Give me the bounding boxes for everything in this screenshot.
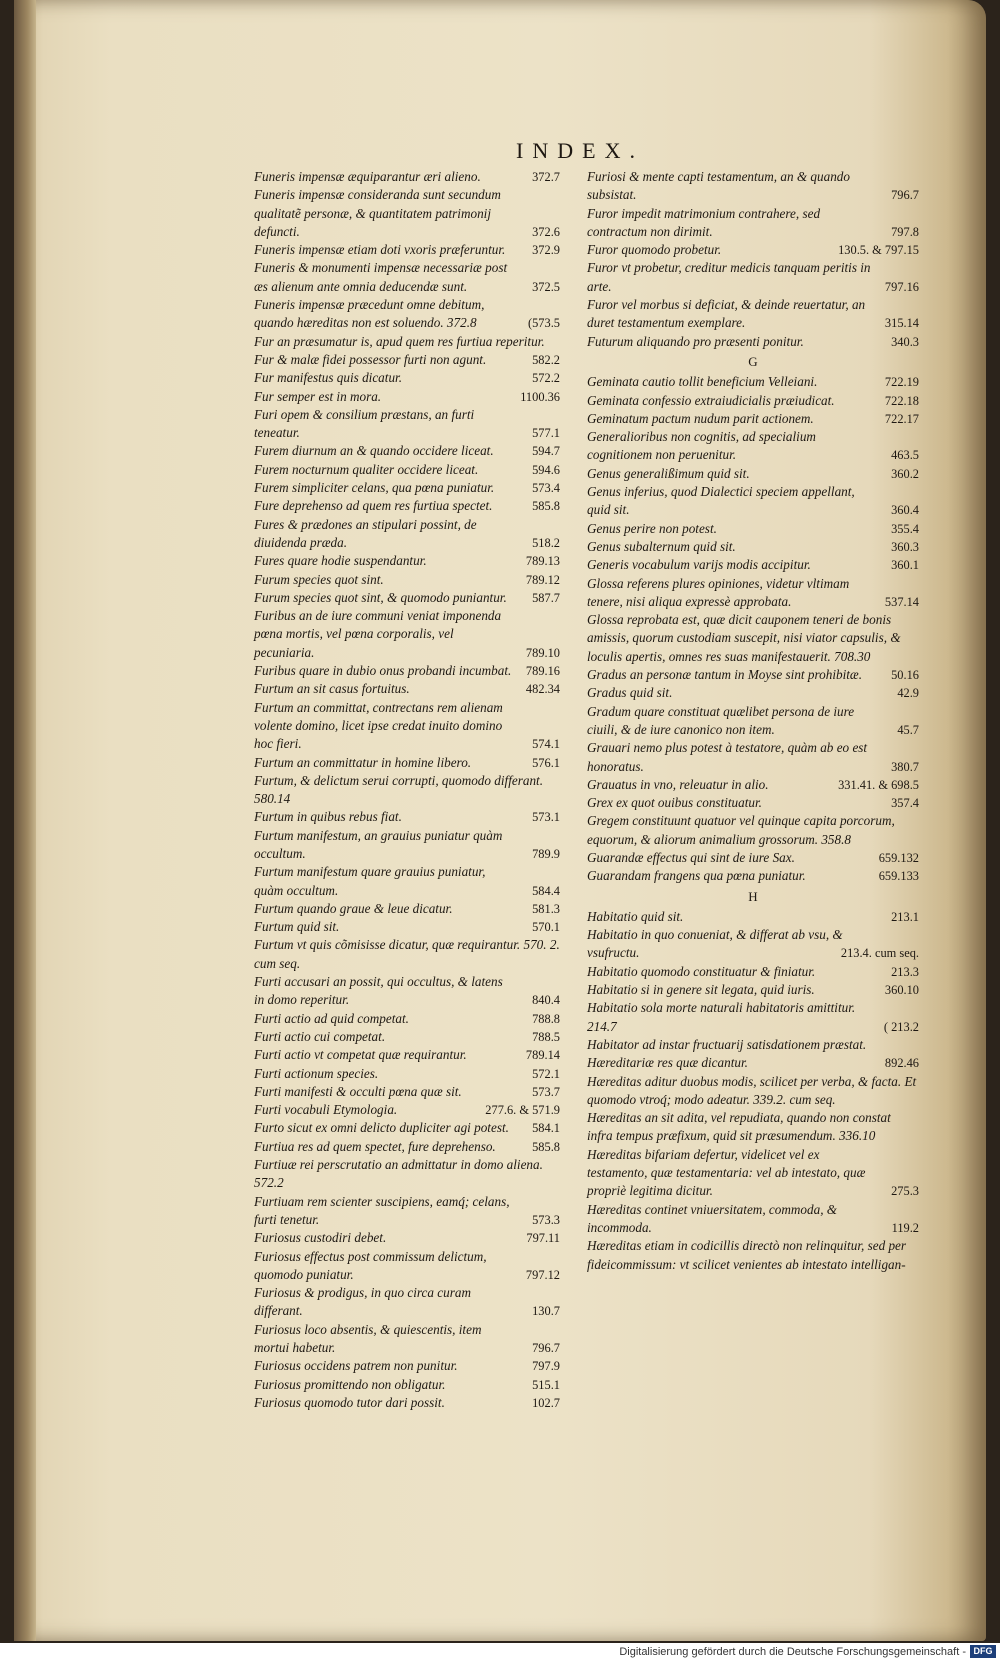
entry-page-ref: 119.2 — [891, 1220, 919, 1235]
index-entry — [254, 388, 560, 406]
index-entry — [254, 1193, 560, 1230]
index-entry — [587, 703, 919, 740]
entry-text: Grauari nemo plus potest à testatore, quàm ab eo est honoratus. — [587, 740, 868, 774]
index-entry — [254, 168, 560, 186]
entry-page-ref: 789.9 — [532, 846, 560, 861]
index-entry — [254, 552, 560, 570]
index-entry — [587, 241, 919, 259]
entry-text: Genus inferius, quod Dialectici speciem appellant, quid sit. — [587, 484, 855, 518]
section-letter: G — [748, 353, 758, 369]
entry-page-ref: 797.11 — [526, 1231, 560, 1246]
entry-page-ref: 573.4 — [532, 481, 560, 496]
entry-page-ref: 584.4 — [532, 883, 560, 898]
index-entry — [587, 684, 919, 702]
index-entry — [587, 483, 919, 520]
entry-page-ref: 537.14 — [884, 594, 919, 609]
footer-credit: Digitalisierung gefördert durch die Deutsche Forschungsgemeinschaft - — [0, 1643, 1000, 1661]
index-entry — [587, 867, 919, 885]
index-entry — [587, 666, 919, 684]
index-entry — [254, 259, 560, 296]
entry-page-ref: 213.3 — [891, 964, 919, 979]
index-entry — [587, 333, 919, 351]
index-entry — [587, 465, 919, 483]
entry-page-ref: 797.9 — [532, 1359, 560, 1374]
entry-page-ref: 213.4. cum seq. — [840, 946, 919, 961]
entry-page-ref: 570.1 — [532, 920, 560, 935]
entry-page-ref: ( 213.2 — [883, 1019, 919, 1034]
entry-page-ref: 789.13 — [525, 554, 560, 569]
index-entry — [587, 794, 919, 812]
index-entry — [254, 1065, 560, 1083]
entry-text: Furti accusari an possit, qui occultus, & latens in domo reperitur. — [254, 974, 503, 1008]
entry-page-ref: 372.7 — [532, 170, 560, 184]
entry-text: Furtum quando graue & leue dicatur. — [254, 900, 453, 916]
index-entry — [254, 516, 560, 553]
entry-page-ref: 277.6. & 571.9 — [485, 1103, 560, 1118]
entry-page-ref: 1100.36 — [520, 389, 560, 404]
entry-text: Furti actionum species. — [254, 1065, 379, 1081]
entry-page-ref: 360.4 — [891, 503, 919, 518]
entry-page-ref: 315.14 — [884, 316, 919, 331]
index-entry — [587, 1201, 919, 1238]
section-letter: H — [748, 888, 758, 904]
entry-text: Funeris impensæ æquiparantur æri alieno. — [254, 169, 481, 184]
entry-page-ref: 331.41. & 698.5 — [838, 777, 919, 792]
index-entry — [254, 479, 560, 497]
entry-page-ref: 573.7 — [532, 1084, 560, 1099]
entry-text: Furtum, & delictum serui corrupti, quomodo differant. 580.14 — [254, 772, 544, 807]
entry-text: Grex ex quot ouibus constituatur. — [587, 795, 762, 811]
entry-text: Furtum quid sit. — [254, 919, 340, 935]
entry-text: Grauatus in vno, releuatur in alio. — [587, 776, 769, 792]
index-entry — [587, 776, 919, 794]
index-entry — [254, 1083, 560, 1101]
entry-page-ref: 360.3 — [891, 539, 919, 554]
index-entry — [254, 186, 560, 241]
index-entry — [254, 497, 560, 515]
index-entry — [254, 1229, 560, 1247]
entry-page-ref: 576.1 — [532, 755, 560, 770]
entry-page-ref: 789.14 — [525, 1048, 560, 1063]
entry-page-ref: 50.16 — [891, 668, 919, 683]
entry-text: Funeris & monumenti impensæ necessariæ post æs alienum ante omnia deducendæ sunt. — [254, 260, 508, 294]
entry-page-ref: 380.7 — [891, 759, 919, 774]
index-entry — [254, 1046, 560, 1064]
entry-page-ref: 789.10 — [525, 645, 560, 660]
entry-text: Furiosus quomodo tutor dari possit. — [254, 1394, 445, 1410]
dfg-logo: DFG — [970, 1645, 996, 1658]
entry-text: Furti actio ad quid competat. — [254, 1010, 409, 1026]
entry-text: Furtiuam rem scienter suscipiens, eamq́; celans, furti tenetur. — [254, 1193, 510, 1227]
entry-text: Furti manifesti & occulti pœna quæ sit. — [254, 1083, 462, 1099]
entry-page-ref: 357.4 — [891, 796, 919, 811]
entry-page-ref: 797.12 — [525, 1267, 560, 1282]
entry-page-ref: 789.12 — [525, 572, 560, 587]
entry-text: Genus perire non potest. — [587, 520, 717, 536]
entry-page-ref: 577.1 — [532, 426, 560, 441]
index-entry — [587, 908, 919, 926]
entry-text: Furiosus promittendo non obligatur. — [254, 1376, 446, 1392]
entry-page-ref: 130.7 — [532, 1304, 560, 1319]
entry-page-ref: 722.19 — [884, 375, 919, 390]
index-entry — [254, 1284, 560, 1321]
entry-page-ref: (573.5 — [527, 316, 560, 331]
index-entry — [587, 963, 919, 981]
index-entry — [587, 611, 919, 666]
entry-page-ref: 355.4 — [891, 521, 919, 536]
entry-page-ref: 582.2 — [532, 352, 560, 367]
index-entry — [254, 918, 560, 936]
entry-page-ref: 722.17 — [884, 411, 919, 426]
entry-text: Furiosus & prodigus, in quo circa curam differant. — [254, 1285, 471, 1319]
entry-text: Funeris impensæ consideranda sunt secundum qualitatẽ personæ, & quantitatem patrimonij defuncti. — [254, 187, 501, 239]
entry-page-ref: 573.1 — [532, 810, 560, 825]
index-entry — [254, 936, 560, 973]
entry-text: Habitator ad instar fructuarij satisdationem præstat. — [587, 1036, 867, 1052]
entry-text: Fur an præsumatur is, apud quem res furtiua reperitur. — [254, 333, 545, 349]
entry-text: Geminatum pactum nudum parit actionem. — [587, 410, 814, 426]
index-entry — [587, 981, 919, 999]
entry-text: Generalioribus non cognitis, ad specialium cognitionem non peruenitur. — [587, 429, 816, 463]
entry-text: Habitatio in quo conueniat, & differat ab vsu, & vsufructu. — [587, 927, 843, 961]
entry-text: Genus generalißimum quid sit. — [587, 465, 750, 481]
entry-page-ref: 340.3 — [891, 334, 919, 349]
entry-page-ref: 797.16 — [884, 279, 919, 294]
entry-text: Furtum in quibus rebus fiat. — [254, 809, 402, 825]
entry-page-ref: 360.1 — [891, 558, 919, 573]
entry-text: Furibus an de iure communi veniat imponenda pœna mortis, vel pœna corporalis, vel pecuniaria. — [254, 608, 502, 660]
entry-page-ref: 275.3 — [891, 1184, 919, 1199]
entry-text: Futurum aliquando pro præsenti ponitur. — [587, 333, 804, 349]
entry-text: Furor vel morbus si deficiat, & deinde reuertatur, an duret testamentum exemplare. — [587, 297, 866, 331]
entry-text: Furor vt probetur, creditur medicis tanquam peritis in arte. — [587, 260, 871, 294]
index-entry — [587, 373, 919, 391]
index-entry — [587, 428, 919, 465]
index-entry — [587, 1237, 919, 1274]
index-entry — [587, 739, 919, 776]
index-entry — [587, 410, 919, 428]
entry-text: Habitatio quid sit. — [587, 908, 684, 924]
entry-page-ref: 45.7 — [897, 722, 919, 737]
entry-text: Furiosus effectus post commissum delictum, quomodo puniatur. — [254, 1248, 487, 1282]
entry-text: Furor impedit matrimonium contrahere, sed contractum non dirimit. — [587, 205, 821, 239]
entry-text: Furor quomodo probetur. — [587, 242, 722, 258]
index-entry — [587, 1054, 919, 1072]
index-entry — [587, 575, 919, 612]
entry-page-ref: 892.46 — [884, 1056, 919, 1071]
index-entry — [587, 168, 919, 205]
entry-page-ref: 581.3 — [532, 901, 560, 916]
index-entry — [587, 520, 919, 538]
entry-page-ref: 840.4 — [532, 993, 560, 1008]
index-entry — [587, 259, 919, 296]
entry-text: Furtum an sit casus fortuitus. — [254, 681, 410, 697]
entry-text: Furtiua res ad quem spectet, fure deprehenso. — [254, 1138, 496, 1154]
entry-text: Furtum manifestum, an grauius puniatur quàm occultum. — [254, 827, 503, 861]
index-entry — [587, 926, 919, 963]
index-entry — [254, 662, 560, 680]
index-entry — [254, 699, 560, 754]
entry-text: Hæreditas bifariam defertur, videlicet vel ex testamento, quæ testamentaria: vel ab intestato, quæ propriè legitima dicitur. — [587, 1146, 866, 1199]
entry-page-ref: 572.2 — [532, 371, 560, 386]
index-entry — [587, 812, 919, 849]
entry-page-ref: 372.6 — [532, 224, 560, 239]
entry-page-ref: 572.1 — [532, 1066, 560, 1081]
entry-page-ref: 659.132 — [878, 850, 919, 865]
entry-page-ref: 789.16 — [525, 664, 560, 679]
index-entry — [254, 461, 560, 479]
index-entry — [254, 406, 560, 443]
entry-page-ref: 585.8 — [532, 499, 560, 514]
entry-text: Furiosi & mente capti testamentum, an & quando subsistat. — [587, 169, 850, 203]
index-entry — [587, 1109, 919, 1146]
index-entry — [254, 1248, 560, 1285]
entry-page-ref: 574.1 — [532, 737, 560, 752]
entry-text: Glossa reprobata est, quæ dicit cauponem teneri de bonis amissis, quorum custodiam suscepit, nisi viator capsulis, & loculis apertis, omnes res suas manifestauerit. 708.30 — [587, 612, 901, 664]
entry-text: Furem simpliciter celans, qua pœna puniatur. — [254, 480, 495, 496]
index-entry — [254, 1321, 560, 1358]
index-entry — [587, 538, 919, 556]
index-entry — [254, 827, 560, 864]
entry-page-ref: 584.1 — [532, 1121, 560, 1136]
entry-text: Geminata cautio tollit beneficium Velleiani. — [587, 374, 818, 390]
index-entry — [587, 296, 919, 333]
index-entry — [254, 1394, 560, 1412]
index-entry — [254, 241, 560, 259]
index-entry — [254, 1138, 560, 1156]
index-entry — [587, 205, 919, 242]
index-entry — [587, 392, 919, 410]
entry-page-ref: 518.2 — [532, 535, 560, 550]
entry-page-ref: 797.8 — [891, 224, 919, 239]
entry-text: Furiosus occidens patrem non punitur. — [254, 1358, 458, 1374]
entry-text: Furtum an committat, contrectans rem alienam volente domino, licet ipse credat inuito domino hoc fieri. — [254, 699, 503, 752]
index-entry — [254, 333, 560, 351]
entry-text: Hæreditas continet vniuersitatem, commoda, & incommoda. — [587, 1201, 838, 1235]
entry-page-ref: 573.3 — [532, 1212, 560, 1227]
index-entry — [254, 754, 560, 772]
entry-text: Furum species quot sint. — [254, 571, 384, 587]
entry-page-ref: 594.6 — [532, 462, 560, 477]
entry-text: Guarandæ effectus qui sint de iure Sax. — [587, 849, 795, 865]
entry-text: Habitatio quomodo constituatur & finiatur. — [587, 963, 816, 979]
index-entry — [254, 1357, 560, 1375]
entry-text: Genus subalternum quid sit. — [587, 538, 736, 554]
entry-page-ref: 482.34 — [525, 682, 560, 697]
entry-text: Fures & prædones an stipulari possint, de diuidenda præda. — [254, 516, 477, 550]
entry-text: Habitatio sola morte naturali habitatoris amittitur. 214.7 — [587, 1000, 856, 1034]
entry-text: Gregem constituunt quatuor vel quinque capita porcorum, equorum, & aliorum animalium grossorum. 358.8 — [587, 813, 895, 847]
index-entry — [254, 1028, 560, 1046]
entry-text: Hæreditas etiam in codicillis directò non relinquitur, sed per fideicommissum: vt scilicet venientes ab intestato intelligan- — [587, 1238, 907, 1272]
entry-text: Furti actio vt competat quæ requirantur. — [254, 1047, 467, 1063]
entry-page-ref: 515.1 — [532, 1377, 560, 1392]
entry-page-ref: 594.7 — [532, 444, 560, 459]
entry-page-ref: 360.10 — [884, 983, 919, 998]
index-entry — [587, 556, 919, 574]
entry-text: Furti vocabuli Etymologia. — [254, 1102, 398, 1118]
entry-text: Guarandam frangens qua pœna puniatur. — [587, 868, 806, 884]
entry-page-ref: 463.5 — [891, 448, 919, 463]
entry-text: Gradus an personæ tantum in Moyse sint prohibitæ. — [587, 667, 862, 683]
entry-text: Habitatio si in genere sit legata, quid iuris. — [587, 982, 815, 998]
entry-text: Fures quare hodie suspendantur. — [254, 553, 427, 569]
index-entry — [254, 808, 560, 826]
entry-page-ref: 796.7 — [891, 188, 919, 203]
entry-page-ref: 130.5. & 797.15 — [838, 243, 919, 258]
index-entry — [254, 1156, 560, 1193]
index-entry — [254, 1101, 560, 1119]
entry-text: Hæreditariæ res quæ dicantur. — [587, 1055, 748, 1071]
entry-page-ref: 360.2 — [891, 466, 919, 481]
entry-text: Funeris impensæ præcedunt omne debitum, quando hæreditas non est soluendo. 372.8 — [254, 297, 485, 331]
entry-page-ref: 659.133 — [878, 869, 919, 884]
index-entry — [587, 1146, 919, 1201]
entry-text: Furtiuæ rei perscrutatio an admittatur in domo aliena. 572.2 — [254, 1157, 543, 1191]
index-entry — [587, 1073, 919, 1110]
index-entry — [587, 849, 919, 867]
index-entry — [254, 589, 560, 607]
entry-text: Furibus quare in dubio onus probandi incumbat. — [254, 663, 512, 679]
index-entry — [254, 1010, 560, 1028]
entry-page-ref: 796.7 — [532, 1341, 560, 1355]
entry-text: Furti actio cui competat. — [254, 1028, 386, 1044]
page-header: INDEX. — [516, 138, 644, 163]
entry-text: Furtum vt quis cõmisisse dicatur, quæ requirantur. 570. 2. cum seq. — [254, 937, 560, 971]
entry-page-ref: 213.1 — [891, 909, 919, 924]
entry-page-ref: 372.9 — [532, 243, 560, 258]
entry-text: Gradus quid sit. — [587, 685, 673, 701]
index-entry — [254, 1119, 560, 1137]
index-entry — [587, 999, 919, 1036]
index-entry — [254, 863, 560, 900]
entry-text: Furi opem & consilium præstans, an furti teneatur. — [254, 406, 475, 441]
entry-page-ref: 42.9 — [897, 686, 919, 701]
entry-page-ref: 102.7 — [532, 1395, 560, 1410]
entry-text: Furem diurnum an & quando occidere liceat. — [254, 443, 494, 459]
entry-text: Furiosus custodiri debet. — [254, 1230, 387, 1246]
index-entry — [254, 973, 560, 1010]
entry-text: Glossa referens plures opiniones, videtur vltimam tenere, nisi aliqua expressè approbata. — [587, 575, 850, 609]
index-entry — [254, 772, 560, 809]
entry-text: Fur semper est in mora. — [254, 388, 382, 404]
index-column-right — [587, 168, 919, 1274]
index-entry — [254, 351, 560, 369]
index-entry — [254, 900, 560, 918]
entry-page-ref: 722.18 — [884, 393, 919, 408]
index-entry — [254, 607, 560, 662]
index-entry — [254, 296, 560, 333]
entry-text: Gradum quare constituat quælibet persona de iure ciuili, & de iure canonico non item. — [587, 703, 855, 737]
entry-text: Furtum manifestum quare grauius puniatur, quàm occultum. — [254, 864, 486, 898]
entry-page-ref: 788.5 — [532, 1029, 560, 1044]
entry-page-ref: 372.5 — [532, 279, 560, 294]
entry-text: Fur manifestus quis dicatur. — [254, 370, 402, 386]
entry-text: Furtum an committatur in homine libero. — [254, 754, 472, 770]
index-entry — [254, 571, 560, 589]
book-page — [14, 0, 986, 1641]
index-entry — [254, 369, 560, 387]
entry-text: Generis vocabulum varijs modis accipitur. — [587, 557, 811, 573]
index-column-left — [254, 168, 560, 1412]
entry-text: Furiosus loco absentis, & quiescentis, item mortui habetur. — [254, 1321, 482, 1355]
index-entry — [587, 1036, 919, 1054]
entry-page-ref: 788.8 — [532, 1011, 560, 1026]
entry-page-ref: 585.8 — [532, 1139, 560, 1154]
index-entry — [254, 442, 560, 460]
entry-text: Hæreditas an sit adita, vel repudiata, quando non constat infra tempus præfixum, quid sit præsumendum. 336.10 — [587, 1110, 891, 1144]
page-binding-shadow — [14, 0, 36, 1641]
entry-page-ref: 587.7 — [532, 590, 560, 605]
entry-text: Funeris impensæ etiam doti vxoris præferuntur. — [254, 242, 506, 258]
entry-text: Geminata confessio extraiudicialis præiudicat. — [587, 392, 835, 408]
entry-text: Furto sicut ex omni delicto dupliciter agi potest. — [254, 1120, 509, 1136]
entry-text: Fure deprehenso ad quem res furtiua spectet. — [254, 498, 493, 514]
index-entry — [254, 1376, 560, 1394]
entry-text: Fur & malæ fidei possessor furti non agunt. — [254, 351, 487, 367]
entry-text: Hæreditas aditur duobus modis, scilicet per verba, & facta. Et quomodo vtroq́; modo adeatur. 339.2. cum seq. — [587, 1073, 917, 1107]
index-entry — [254, 680, 560, 698]
entry-text: Furem nocturnum qualiter occidere liceat. — [254, 461, 479, 477]
entry-text: Furum species quot sint, & quomodo puniantur. — [254, 589, 507, 605]
